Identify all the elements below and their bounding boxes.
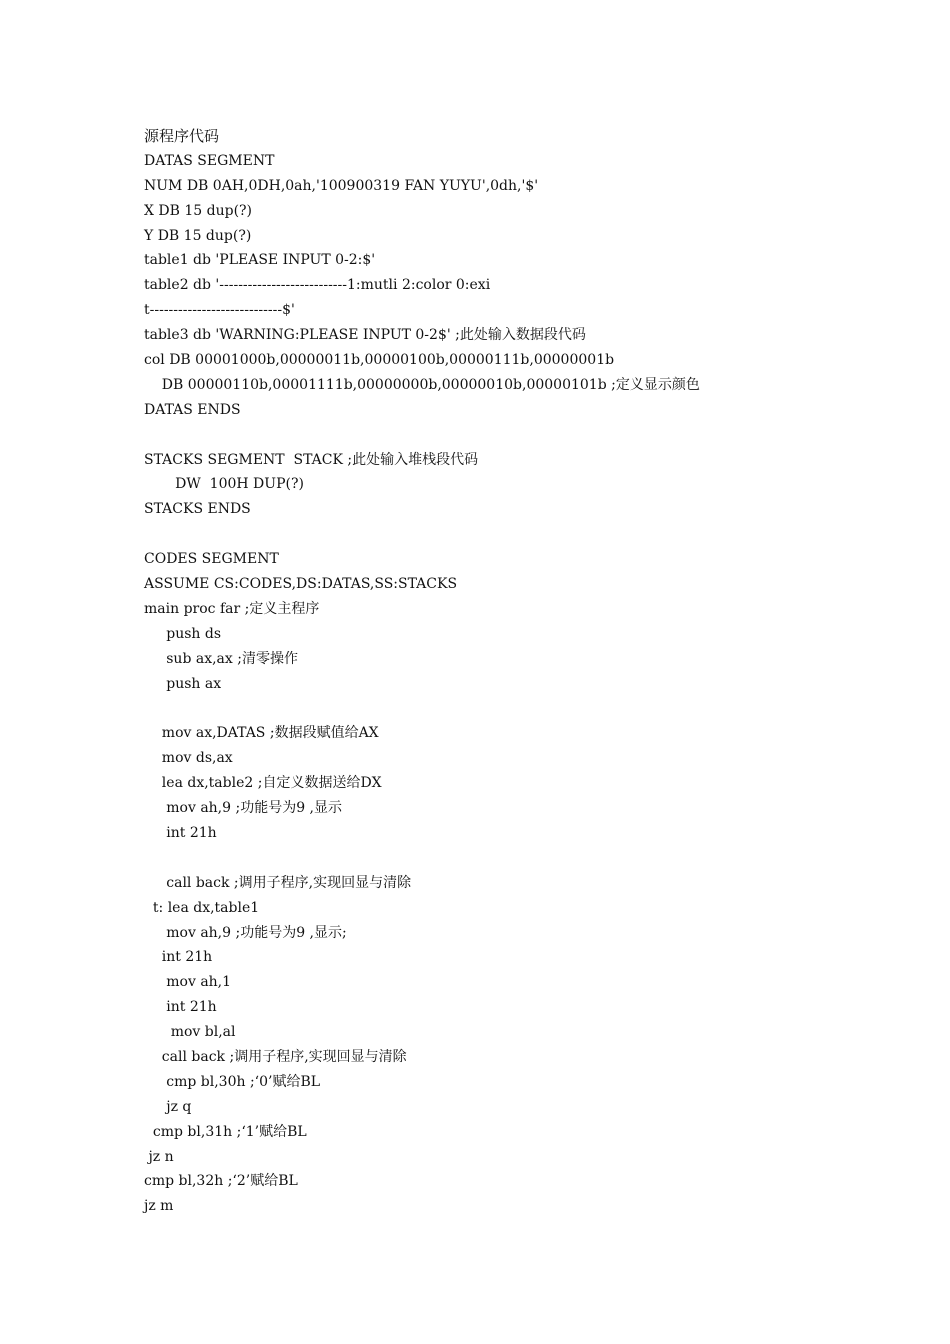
code-line: int 21h: [144, 949, 213, 966]
code-line: mov ax,DATAS ;数据段赋值给AX: [144, 725, 379, 742]
code-line: NUM DB 0AH,0DH,0ah,'100900319 FAN YUYU',0dh,'$': [144, 177, 539, 194]
code-line: [144, 696, 700, 721]
code-line: call back ;调用子程序,实现回显与清除: [144, 874, 412, 891]
document-title: 源程序代码: [144, 127, 220, 145]
code-line: STACKS ENDS: [144, 501, 251, 518]
code-line: cmp bl,32h ;‘2’赋给BL: [144, 1173, 298, 1190]
code-line: table3 db 'WARNING:PLEASE INPUT 0-2$' ;此处输入数据段代码: [144, 327, 586, 344]
code-line: CODES SEGMENT: [144, 551, 279, 568]
code-line: table1 db 'PLEASE INPUT 0-2:$': [144, 252, 376, 269]
code-line: t----------------------------$': [144, 302, 295, 319]
code-line: DATAS SEGMENT: [144, 152, 275, 169]
code-line: t: lea dx,table1: [144, 899, 260, 916]
code-line: DATAS ENDS: [144, 401, 241, 418]
code-line: sub ax,ax ;清零操作: [144, 650, 298, 667]
code-line: mov ah,9 ;功能号为9 ,显示;: [144, 924, 347, 941]
code-line: ASSUME CS:CODES,DS:DATAS,SS:STACKS: [144, 576, 458, 593]
code-line: DB 00000110b,00001111b,00000000b,00000010b,00000101b ;定义显示颜色: [144, 376, 700, 393]
code-line: Y DB 15 dup(?): [144, 227, 252, 244]
code-line: mov ds,ax: [144, 750, 233, 767]
code-line: cmp bl,30h ;‘0’赋给BL: [144, 1073, 321, 1090]
code-line: [144, 846, 700, 871]
code-line: [144, 522, 700, 547]
code-line: col DB 00001000b,00000011b,00000100b,00000111b,00000001b: [144, 352, 615, 369]
code-line: int 21h: [144, 999, 217, 1016]
code-line: X DB 15 dup(?): [144, 202, 253, 219]
code-line: [144, 423, 700, 448]
code-line: table2 db '---------------------------1:mutli 2:color 0:exi: [144, 277, 491, 294]
code-line: jz q: [144, 1098, 192, 1115]
code-line: push ds: [144, 625, 222, 642]
code-line: call back ;调用子程序,实现回显与清除: [144, 1048, 407, 1065]
source-code-block: [144, 124, 700, 1219]
code-line: push ax: [144, 675, 222, 692]
code-line: mov ah,9 ;功能号为9 ,显示: [144, 800, 343, 817]
code-line: STACKS SEGMENT STACK ;此处输入堆栈段代码: [144, 451, 479, 468]
code-line: DW 100H DUP(?): [144, 476, 304, 493]
code-line: mov ah,1: [144, 974, 232, 991]
code-line: jz m: [144, 1198, 174, 1215]
code-line: lea dx,table2 ;自定义数据送给DX: [144, 775, 382, 792]
code-line: main proc far ;定义主程序: [144, 600, 320, 617]
code-line: mov bl,al: [144, 1024, 236, 1041]
code-line: int 21h: [144, 824, 217, 841]
code-line: jz n: [144, 1148, 174, 1165]
code-line: cmp bl,31h ;‘1’赋给BL: [144, 1123, 307, 1140]
